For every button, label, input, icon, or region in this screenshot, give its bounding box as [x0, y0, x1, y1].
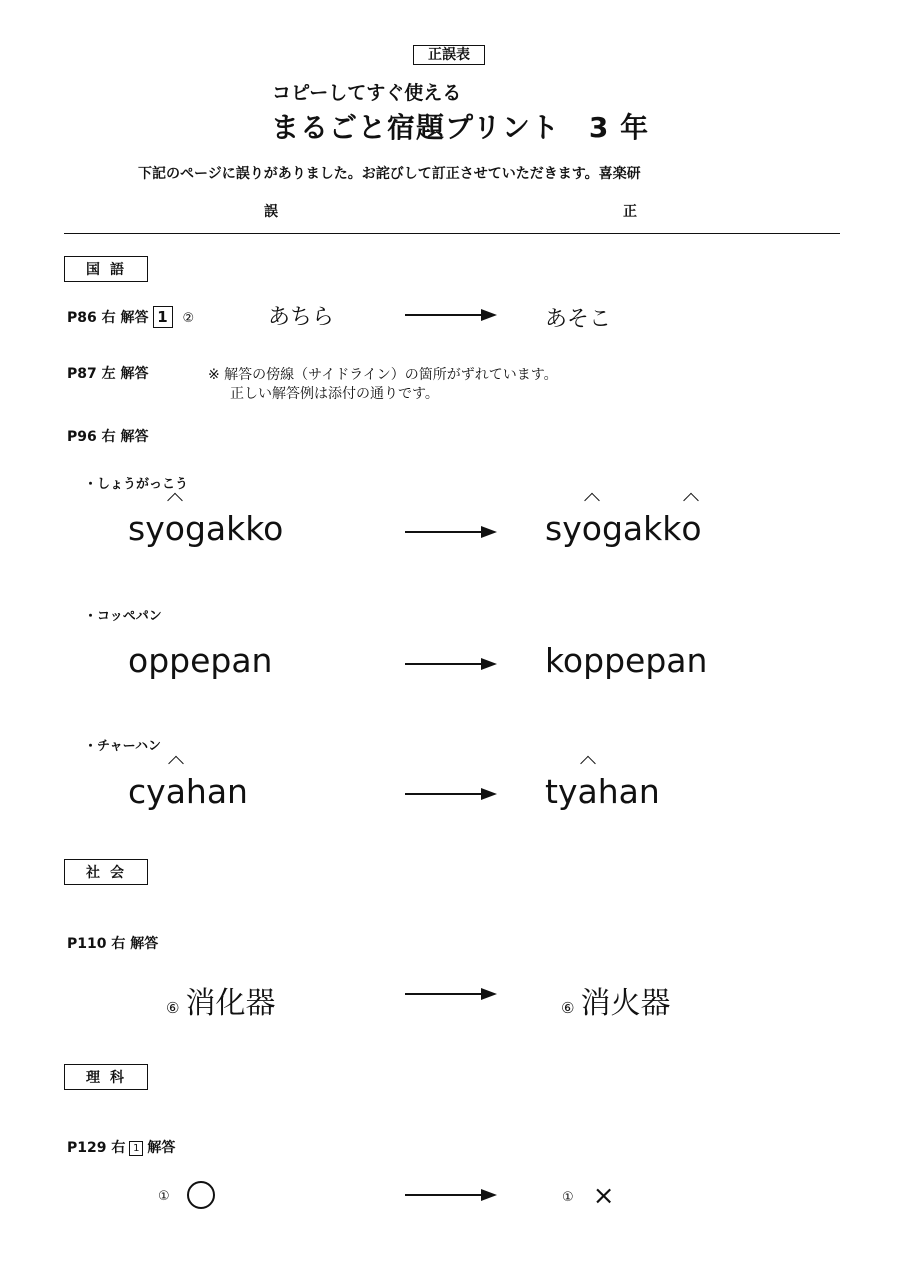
entry-ref-text: 解答	[147, 1140, 176, 1156]
column-right-heading: 正	[623, 204, 637, 220]
subtitle: コピーしてすぐ使える	[272, 82, 462, 104]
circle-mark-icon	[187, 1181, 215, 1209]
romaji-part: sy	[128, 509, 165, 548]
wrong-romaji	[128, 509, 283, 548]
correct-romaji	[545, 509, 702, 548]
wrong-romaji	[128, 772, 248, 811]
entry-ref	[67, 306, 200, 328]
cross-mark: ×	[592, 1181, 615, 1211]
arrow-icon	[405, 524, 497, 540]
notice-text: 下記のページに誤りがありました。お詫びして訂正させていただきます。喜楽研	[138, 166, 641, 182]
entry-ref: P110 右 解答	[67, 936, 159, 952]
wrong-answer	[160, 978, 275, 1022]
romaji-part: cy	[128, 772, 166, 811]
circled-number: ①	[562, 1190, 574, 1205]
circumflex-letter: o	[164, 509, 185, 548]
entry-ref: P96 右 解答	[67, 429, 149, 445]
romaji-part: han	[597, 772, 660, 811]
circled-number: ⑥	[561, 999, 575, 1017]
entry-ref: P87 左 解答	[67, 366, 149, 382]
wrong-romaji: oppepan	[128, 641, 273, 680]
correct-answer	[555, 978, 670, 1022]
correct-romaji	[545, 772, 660, 811]
header-divider	[64, 233, 840, 234]
romaji-part: gakk	[601, 509, 682, 548]
romaji-part: han	[185, 772, 248, 811]
word-label: ・チャーハン	[84, 739, 161, 754]
arrow-icon	[405, 786, 497, 802]
entry-ref-text: P86 右 解答	[67, 310, 149, 326]
correct-answer-text: 消火器	[580, 986, 671, 1021]
romaji-part: sy	[545, 509, 582, 548]
correct-answer	[556, 1181, 615, 1211]
column-wrong-heading: 誤	[264, 204, 278, 220]
correction-note: ※ 解答の傍線（サイドライン）の箇所がずれています。	[208, 367, 558, 383]
word-label: ・しょうがっこう	[84, 477, 189, 492]
romaji-part: gakko	[184, 509, 284, 548]
circled-number: ②	[182, 311, 195, 326]
romaji-part: ty	[545, 772, 578, 811]
correction-note: 正しい解答例は添付の通りです。	[230, 386, 439, 402]
circumflex-letter: o	[581, 509, 602, 548]
wrong-answer: あちら	[268, 305, 335, 330]
section-rika: 理科	[64, 1064, 148, 1090]
entry-ref-text: P129 右	[67, 1140, 126, 1156]
wrong-answer	[152, 1181, 215, 1209]
arrow-icon	[405, 1187, 497, 1203]
wrong-answer-text: 消化器	[185, 986, 276, 1021]
section-shakai: 社会	[64, 859, 148, 885]
entry-ref	[67, 1137, 175, 1157]
arrow-icon	[405, 986, 497, 1002]
circled-number: ①	[158, 1188, 170, 1204]
circumflex-letter: a	[165, 772, 186, 811]
question-number-box: 1	[129, 1141, 143, 1156]
circumflex-letter: a	[577, 772, 598, 811]
answer-number-box: 1	[153, 306, 173, 328]
arrow-icon	[405, 656, 497, 672]
word-label: ・コッペパン	[84, 609, 162, 624]
arrow-icon	[405, 307, 497, 323]
section-kokugo: 国語	[64, 256, 148, 282]
circumflex-letter: o	[681, 509, 702, 548]
correct-answer: あそこ	[545, 307, 612, 332]
correct-romaji: koppepan	[545, 641, 708, 680]
page-title: まるごと宿題プリント 3 年	[271, 111, 650, 144]
circled-number: ⑥	[166, 999, 180, 1017]
errata-badge: 正誤表	[413, 45, 485, 65]
